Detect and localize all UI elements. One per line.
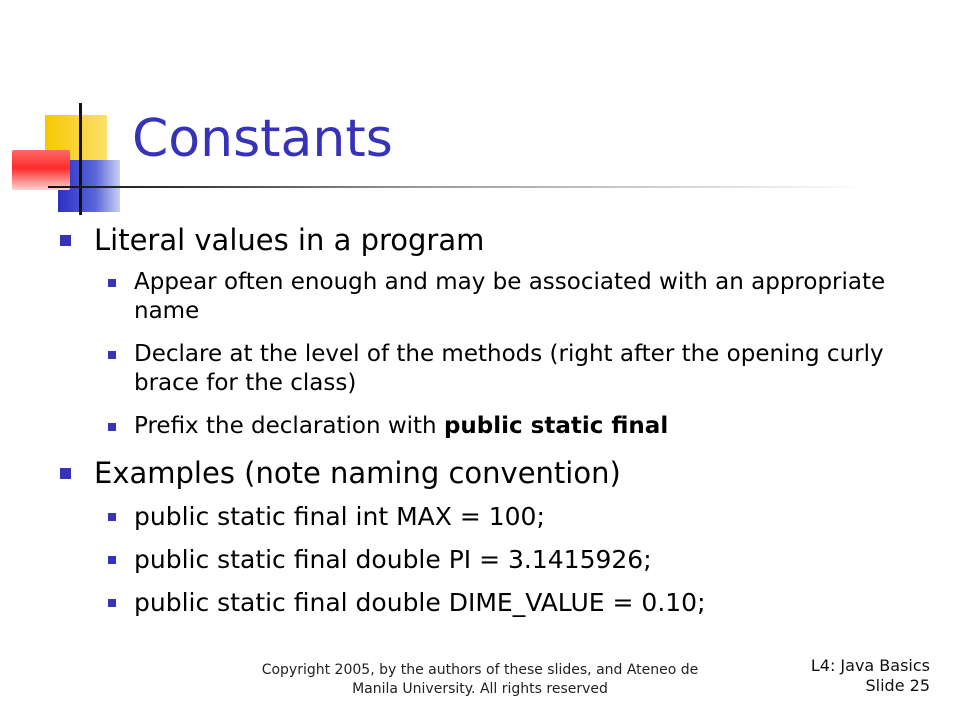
- sub-list-literal-values: [58, 268, 918, 441]
- square-bullet-icon: [108, 351, 116, 359]
- sub-bullet-prefix-declaration: [58, 412, 918, 441]
- bullet-text: Examples (note naming convention): [94, 456, 621, 490]
- code-example-text: public static final int MAX = 100;: [134, 502, 545, 531]
- square-bullet-icon: [108, 513, 116, 521]
- decoration-red-square: [12, 150, 70, 190]
- square-bullet-icon: [108, 423, 116, 431]
- square-bullet-icon: [60, 235, 71, 246]
- sub-bullet-declare-level: [58, 340, 918, 398]
- code-example-max: [58, 501, 918, 532]
- slide-number: Slide 25: [865, 676, 930, 695]
- sub-bullet-appear-often: [58, 268, 918, 326]
- code-example-text: public static final double DIME_VALUE = 0.10;: [134, 588, 706, 617]
- square-bullet-icon: [108, 279, 116, 287]
- slide-content: [58, 222, 918, 630]
- square-bullet-icon: [108, 556, 116, 564]
- bullet-item-literal-values: [58, 222, 918, 258]
- decoration-vertical-line: [79, 103, 82, 215]
- copyright-line: Manila University. All rights reserved: [352, 681, 608, 697]
- slide-title: Constants: [132, 109, 393, 169]
- sub-list-examples: [58, 501, 918, 618]
- square-bullet-icon: [60, 468, 71, 479]
- sub-bullet-text: Appear often enough and may be associated with an appropriate name: [134, 269, 886, 324]
- code-example-pi: [58, 544, 918, 575]
- code-example-dime-value: [58, 587, 918, 618]
- slide-footer-info: [811, 656, 930, 696]
- bullet-text: Literal values in a program: [94, 223, 485, 257]
- sub-bullet-text: Declare at the level of the methods (right after the opening curly brace for the class): [134, 341, 884, 396]
- bullet-item-examples: [58, 455, 918, 491]
- copyright-notice: [230, 661, 730, 699]
- square-bullet-icon: [108, 599, 116, 607]
- code-example-text: public static final double PI = 3.1415926;: [134, 545, 652, 574]
- sub-bullet-text: Prefix the declaration with: [134, 413, 444, 439]
- course-label: L4: Java Basics: [810, 656, 930, 675]
- title-underline: [48, 186, 868, 188]
- copyright-line: Copyright 2005, by the authors of these slides, and Ateneo de: [261, 662, 699, 678]
- keyword-emphasis: public static final: [443, 413, 669, 439]
